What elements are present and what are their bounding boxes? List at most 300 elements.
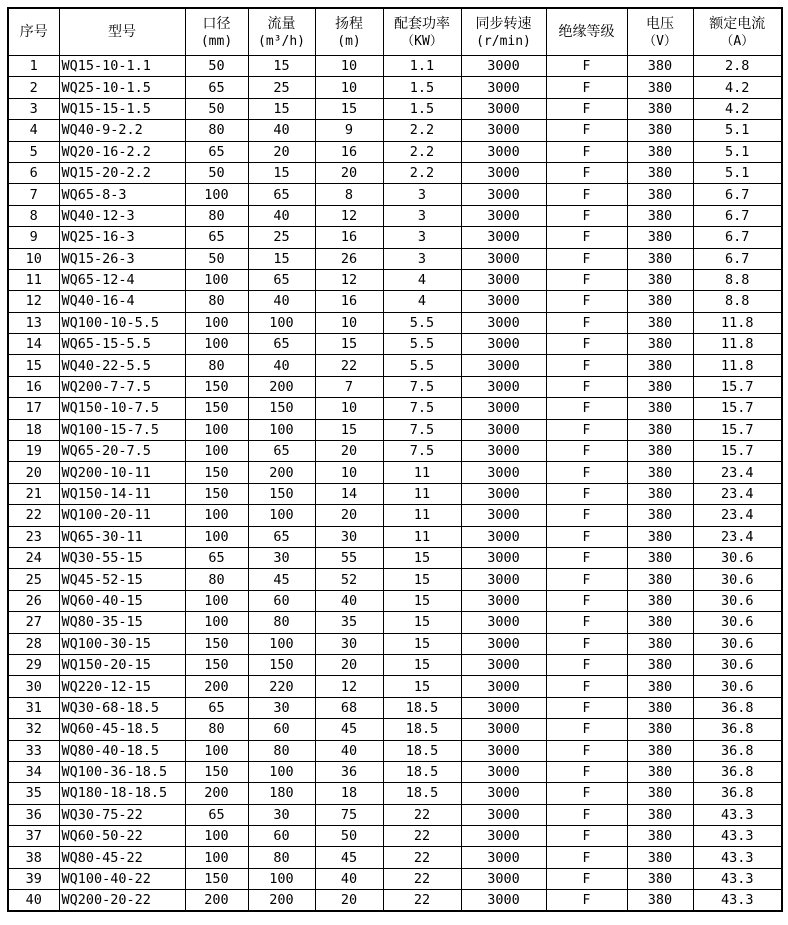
cell-voltage: 380 [627,227,693,248]
cell-insulation: F [546,740,627,761]
cell-flow: 80 [248,612,315,633]
cell-diameter: 150 [185,376,248,397]
cell-model: WQ60-50-22 [59,826,185,847]
cell-head: 10 [315,56,383,77]
cell-voltage: 380 [627,120,693,141]
cell-speed: 3000 [461,184,546,205]
cell-flow: 40 [248,291,315,312]
cell-diameter: 80 [185,205,248,226]
table-row [8,526,782,547]
table-row [8,227,782,248]
cell-model: WQ150-10-7.5 [59,398,185,419]
cell-current: 2.8 [693,56,782,77]
cell-index: 33 [8,740,59,761]
cell-power: 7.5 [383,441,461,462]
cell-head: 36 [315,761,383,782]
cell-current: 15.7 [693,441,782,462]
cell-index: 35 [8,783,59,804]
cell-index: 28 [8,633,59,654]
cell-current: 43.3 [693,826,782,847]
col-header-model [59,8,185,56]
cell-insulation: F [546,56,627,77]
cell-flow: 80 [248,847,315,868]
cell-model: WQ20-16-2.2 [59,141,185,162]
table-row [8,269,782,290]
cell-speed: 3000 [461,890,546,912]
cell-diameter: 50 [185,248,248,269]
col-header-title: 配套功率 [394,15,450,32]
cell-power: 15 [383,654,461,675]
cell-speed: 3000 [461,77,546,98]
cell-index: 23 [8,526,59,547]
cell-head: 7 [315,376,383,397]
cell-index: 6 [8,162,59,183]
cell-index: 20 [8,462,59,483]
cell-flow: 30 [248,547,315,568]
cell-voltage: 380 [627,98,693,119]
table-row [8,205,782,226]
cell-head: 45 [315,847,383,868]
col-header-title: 序号 [19,23,48,40]
cell-speed: 3000 [461,141,546,162]
cell-voltage: 380 [627,761,693,782]
cell-current: 30.6 [693,612,782,633]
cell-speed: 3000 [461,441,546,462]
table-row [8,162,782,183]
cell-model: WQ80-40-18.5 [59,740,185,761]
cell-diameter: 65 [185,77,248,98]
cell-model: WQ65-15-5.5 [59,334,185,355]
cell-insulation: F [546,227,627,248]
cell-speed: 3000 [461,162,546,183]
cell-head: 15 [315,419,383,440]
cell-power: 2.2 [383,141,461,162]
table-row [8,505,782,526]
cell-head: 68 [315,697,383,718]
cell-current: 8.8 [693,269,782,290]
table-row [8,740,782,761]
cell-insulation: F [546,141,627,162]
col-header-title: 同步转速 [475,15,532,32]
cell-head: 10 [315,77,383,98]
table-row [8,141,782,162]
cell-current: 43.3 [693,868,782,889]
cell-insulation: F [546,205,627,226]
cell-insulation: F [546,269,627,290]
cell-power: 7.5 [383,398,461,419]
cell-head: 9 [315,120,383,141]
cell-head: 30 [315,633,383,654]
cell-current: 5.1 [693,141,782,162]
cell-index: 13 [8,312,59,333]
cell-flow: 45 [248,569,315,590]
cell-current: 5.1 [693,162,782,183]
cell-voltage: 380 [627,248,693,269]
cell-power: 1.5 [383,77,461,98]
cell-model: WQ40-9-2.2 [59,120,185,141]
cell-model: WQ15-26-3 [59,248,185,269]
cell-flow: 150 [248,398,315,419]
cell-flow: 20 [248,141,315,162]
cell-speed: 3000 [461,719,546,740]
cell-speed: 3000 [461,526,546,547]
cell-voltage: 380 [627,526,693,547]
cell-speed: 3000 [461,398,546,419]
cell-speed: 3000 [461,505,546,526]
table-row [8,612,782,633]
col-header-diameter [185,8,248,56]
cell-flow: 30 [248,804,315,825]
cell-flow: 100 [248,761,315,782]
cell-flow: 15 [248,162,315,183]
col-header-voltage [627,8,693,56]
cell-power: 3 [383,248,461,269]
cell-flow: 65 [248,526,315,547]
cell-index: 16 [8,376,59,397]
cell-current: 30.6 [693,547,782,568]
cell-current: 43.3 [693,847,782,868]
cell-head: 45 [315,719,383,740]
cell-voltage: 380 [627,56,693,77]
cell-speed: 3000 [461,804,546,825]
cell-flow: 60 [248,590,315,611]
cell-insulation: F [546,334,627,355]
cell-head: 40 [315,868,383,889]
cell-index: 24 [8,547,59,568]
table-row [8,398,782,419]
cell-diameter: 100 [185,419,248,440]
cell-diameter: 80 [185,291,248,312]
cell-power: 18.5 [383,697,461,718]
cell-voltage: 380 [627,890,693,912]
cell-power: 4 [383,269,461,290]
cell-index: 10 [8,248,59,269]
cell-head: 75 [315,804,383,825]
cell-head: 16 [315,227,383,248]
cell-head: 40 [315,590,383,611]
cell-current: 36.8 [693,697,782,718]
cell-index: 26 [8,590,59,611]
cell-speed: 3000 [461,826,546,847]
cell-diameter: 100 [185,826,248,847]
col-header-title: 型号 [108,23,136,40]
cell-index: 19 [8,441,59,462]
cell-voltage: 380 [627,269,693,290]
cell-insulation: F [546,547,627,568]
cell-current: 36.8 [693,761,782,782]
cell-head: 40 [315,740,383,761]
cell-power: 18.5 [383,719,461,740]
cell-head: 50 [315,826,383,847]
col-header-flow [248,8,315,56]
cell-head: 15 [315,334,383,355]
cell-speed: 3000 [461,227,546,248]
cell-model: WQ180-18-18.5 [59,783,185,804]
cell-flow: 80 [248,740,315,761]
cell-model: WQ200-20-22 [59,890,185,912]
table-row [8,654,782,675]
cell-insulation: F [546,676,627,697]
cell-insulation: F [546,419,627,440]
cell-power: 22 [383,826,461,847]
cell-power: 22 [383,847,461,868]
cell-voltage: 380 [627,483,693,504]
cell-current: 6.7 [693,227,782,248]
col-header-head [315,8,383,56]
cell-model: WQ80-45-22 [59,847,185,868]
cell-flow: 100 [248,868,315,889]
col-header-title: 口径 [202,15,231,32]
cell-index: 8 [8,205,59,226]
cell-flow: 40 [248,355,315,376]
cell-insulation: F [546,847,627,868]
table-row [8,697,782,718]
cell-speed: 3000 [461,269,546,290]
cell-index: 31 [8,697,59,718]
cell-insulation: F [546,312,627,333]
table-row [8,804,782,825]
cell-head: 20 [315,654,383,675]
cell-model: WQ40-12-3 [59,205,185,226]
cell-speed: 3000 [461,248,546,269]
cell-flow: 200 [248,376,315,397]
cell-flow: 100 [248,419,315,440]
cell-current: 11.8 [693,334,782,355]
cell-current: 43.3 [693,804,782,825]
cell-head: 15 [315,98,383,119]
cell-voltage: 380 [627,184,693,205]
cell-current: 6.7 [693,205,782,226]
cell-voltage: 380 [627,847,693,868]
cell-insulation: F [546,612,627,633]
cell-current: 30.6 [693,569,782,590]
cell-power: 11 [383,526,461,547]
cell-head: 8 [315,184,383,205]
cell-head: 55 [315,547,383,568]
cell-diameter: 150 [185,398,248,419]
cell-index: 22 [8,505,59,526]
cell-power: 3 [383,184,461,205]
cell-model: WQ30-68-18.5 [59,697,185,718]
cell-model: WQ100-10-5.5 [59,312,185,333]
cell-voltage: 380 [627,162,693,183]
cell-voltage: 380 [627,205,693,226]
cell-voltage: 380 [627,719,693,740]
cell-speed: 3000 [461,740,546,761]
cell-diameter: 100 [185,526,248,547]
cell-voltage: 380 [627,505,693,526]
cell-speed: 3000 [461,676,546,697]
cell-current: 23.4 [693,526,782,547]
table-row [8,312,782,333]
cell-diameter: 150 [185,483,248,504]
cell-voltage: 380 [627,462,693,483]
cell-diameter: 100 [185,312,248,333]
cell-index: 21 [8,483,59,504]
cell-speed: 3000 [461,462,546,483]
cell-voltage: 380 [627,398,693,419]
cell-insulation: F [546,719,627,740]
cell-flow: 65 [248,269,315,290]
cell-model: WQ65-20-7.5 [59,441,185,462]
cell-power: 11 [383,462,461,483]
cell-voltage: 380 [627,740,693,761]
cell-speed: 3000 [461,419,546,440]
cell-index: 25 [8,569,59,590]
cell-model: WQ100-40-22 [59,868,185,889]
cell-current: 4.2 [693,98,782,119]
cell-power: 15 [383,676,461,697]
cell-speed: 3000 [461,312,546,333]
cell-current: 30.6 [693,590,782,611]
cell-head: 10 [315,462,383,483]
cell-flow: 15 [248,248,315,269]
cell-speed: 3000 [461,654,546,675]
table-row [8,441,782,462]
cell-model: WQ15-15-1.5 [59,98,185,119]
cell-flow: 25 [248,227,315,248]
col-header-unit: （KW） [401,33,443,49]
table-row [8,676,782,697]
cell-current: 4.2 [693,77,782,98]
cell-power: 5.5 [383,334,461,355]
cell-insulation: F [546,248,627,269]
table-row [8,334,782,355]
cell-index: 38 [8,847,59,868]
cell-power: 15 [383,569,461,590]
cell-insulation: F [546,291,627,312]
cell-model: WQ60-45-18.5 [59,719,185,740]
cell-model: WQ65-12-4 [59,269,185,290]
cell-current: 36.8 [693,783,782,804]
table-header-row [8,8,782,56]
cell-insulation: F [546,826,627,847]
table-row [8,633,782,654]
cell-current: 8.8 [693,291,782,312]
table-row [8,120,782,141]
cell-index: 34 [8,761,59,782]
cell-diameter: 150 [185,868,248,889]
cell-power: 1.1 [383,56,461,77]
cell-insulation: F [546,804,627,825]
cell-current: 36.8 [693,740,782,761]
table-row [8,890,782,912]
cell-power: 7.5 [383,419,461,440]
cell-head: 16 [315,291,383,312]
col-header-insulation [546,8,627,56]
cell-voltage: 380 [627,77,693,98]
cell-model: WQ30-75-22 [59,804,185,825]
cell-voltage: 380 [627,141,693,162]
cell-head: 14 [315,483,383,504]
col-header-unit: (m) [337,33,361,49]
cell-power: 11 [383,505,461,526]
cell-speed: 3000 [461,376,546,397]
cell-head: 10 [315,398,383,419]
cell-flow: 100 [248,633,315,654]
cell-flow: 220 [248,676,315,697]
cell-diameter: 100 [185,740,248,761]
cell-speed: 3000 [461,868,546,889]
cell-voltage: 380 [627,697,693,718]
cell-model: WQ100-30-15 [59,633,185,654]
col-header-unit: （A） [720,33,755,49]
cell-insulation: F [546,120,627,141]
cell-speed: 3000 [461,483,546,504]
cell-power: 4 [383,291,461,312]
table-row [8,98,782,119]
cell-flow: 15 [248,56,315,77]
cell-head: 35 [315,612,383,633]
cell-model: WQ220-12-15 [59,676,185,697]
table-row [8,248,782,269]
cell-index: 1 [8,56,59,77]
table-row [8,868,782,889]
cell-power: 15 [383,633,461,654]
cell-flow: 15 [248,98,315,119]
cell-index: 29 [8,654,59,675]
table-row [8,483,782,504]
cell-current: 15.7 [693,419,782,440]
cell-model: WQ80-35-15 [59,612,185,633]
cell-head: 52 [315,569,383,590]
cell-index: 4 [8,120,59,141]
cell-model: WQ25-10-1.5 [59,77,185,98]
cell-speed: 3000 [461,355,546,376]
cell-current: 23.4 [693,462,782,483]
cell-flow: 180 [248,783,315,804]
cell-voltage: 380 [627,419,693,440]
table-row [8,547,782,568]
cell-diameter: 100 [185,505,248,526]
cell-power: 15 [383,612,461,633]
cell-voltage: 380 [627,868,693,889]
cell-diameter: 65 [185,697,248,718]
cell-power: 2.2 [383,120,461,141]
cell-voltage: 380 [627,783,693,804]
table-row [8,419,782,440]
cell-insulation: F [546,398,627,419]
cell-power: 3 [383,205,461,226]
cell-flow: 100 [248,505,315,526]
cell-power: 15 [383,590,461,611]
cell-current: 30.6 [693,633,782,654]
cell-power: 2.2 [383,162,461,183]
cell-speed: 3000 [461,783,546,804]
cell-diameter: 200 [185,890,248,912]
cell-diameter: 150 [185,761,248,782]
cell-head: 20 [315,162,383,183]
cell-head: 10 [315,312,383,333]
cell-flow: 65 [248,441,315,462]
cell-index: 32 [8,719,59,740]
cell-head: 18 [315,783,383,804]
cell-voltage: 380 [627,804,693,825]
cell-model: WQ15-20-2.2 [59,162,185,183]
cell-insulation: F [546,505,627,526]
cell-diameter: 100 [185,590,248,611]
cell-insulation: F [546,868,627,889]
cell-power: 11 [383,483,461,504]
col-header-unit: (mm) [200,33,233,49]
cell-diameter: 150 [185,633,248,654]
cell-model: WQ40-22-5.5 [59,355,185,376]
table-row [8,719,782,740]
cell-head: 20 [315,890,383,912]
cell-index: 11 [8,269,59,290]
table-row [8,184,782,205]
table-row [8,783,782,804]
